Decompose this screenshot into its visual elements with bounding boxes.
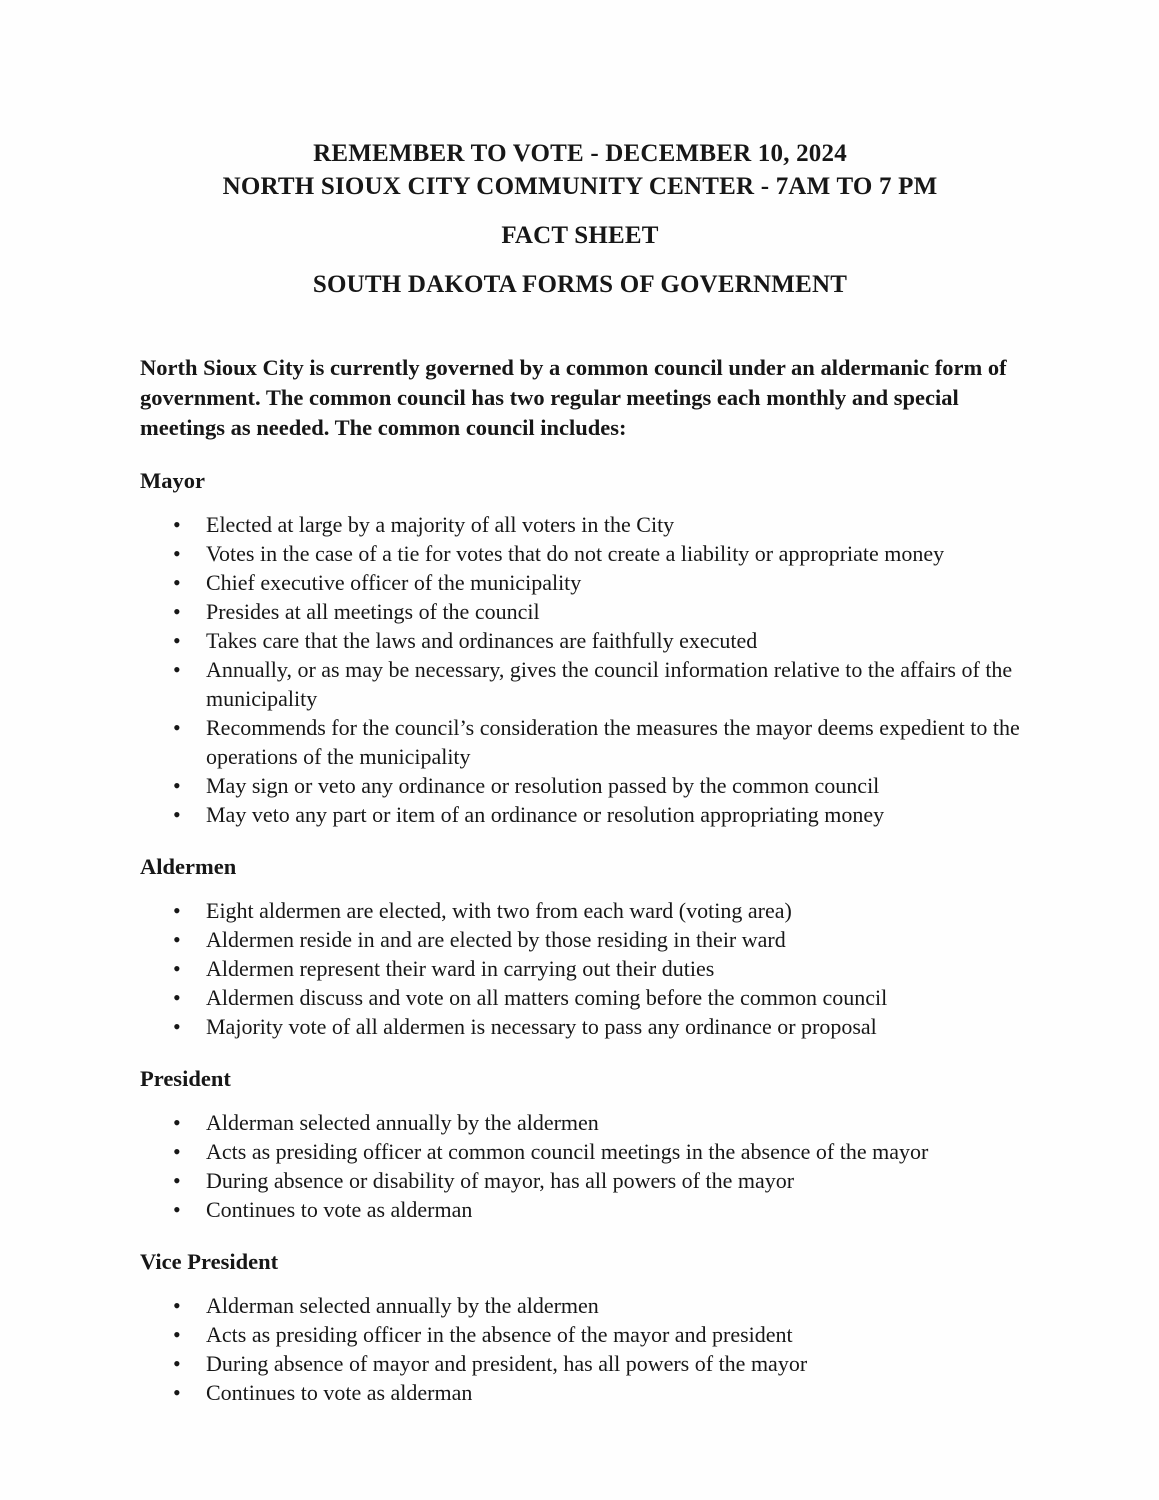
mayor-bullet-list [140, 510, 1020, 829]
aldermen-bullet-list [140, 896, 1020, 1041]
bullet-item: • Alderman selected annually by the aldermen [206, 1108, 1020, 1137]
fact-sheet-label: FACT SHEET [501, 222, 659, 249]
bullet-item: • During absence or disability of mayor, has all powers of the mayor [206, 1166, 1020, 1195]
president-bullet-list [140, 1108, 1020, 1224]
bullet-item: • Continues to vote as alderman [206, 1195, 1020, 1224]
bullet-item: • Votes in the case of a tie for votes that do not create a liability or appropriate money [206, 539, 1020, 568]
bullet-item: • Aldermen represent their ward in carrying out their duties [206, 954, 1020, 983]
section-mayor [140, 466, 1020, 829]
bullet-item: • Chief executive officer of the municipality [206, 568, 1020, 597]
bullet-item: • Presides at all meetings of the council [206, 597, 1020, 626]
bullet-item: • Alderman selected annually by the aldermen [206, 1291, 1020, 1320]
polling-location-line: NORTH SIOUX CITY COMMUNITY CENTER - 7AM TO 7 PM [222, 173, 938, 200]
bullet-item: • Acts as presiding officer in the absence of the mayor and president [206, 1320, 1020, 1349]
section-vice-president [140, 1247, 1020, 1407]
bullet-item: • May veto any part or item of an ordinance or resolution appropriating money [206, 800, 1020, 829]
section-heading-aldermen: Aldermen [140, 854, 237, 879]
vice-president-bullet-list [140, 1291, 1020, 1407]
bullet-item: • Majority vote of all aldermen is necessary to pass any ordinance or proposal [206, 1012, 1020, 1041]
bullet-item: • Recommends for the council’s consideration the measures the mayor deems expedient to the operations of the municipality [206, 713, 1020, 771]
section-president [140, 1064, 1020, 1224]
bullet-item: • Takes care that the laws and ordinances are faithfully executed [206, 626, 1020, 655]
bullet-item: • Annually, or as may be necessary, gives the council information relative to the affairs of the municipality [206, 655, 1020, 713]
section-aldermen [140, 852, 1020, 1041]
intro-paragraph: North Sioux City is currently governed by a common council under an aldermanic form of government. The common council has two regular meetings each monthly and special meetings as needed. The common council includes: [140, 355, 1007, 440]
bullet-item: • Aldermen reside in and are elected by those residing in their ward [206, 925, 1020, 954]
section-heading-vice-president: Vice President [140, 1249, 279, 1274]
bullet-item: • Continues to vote as alderman [206, 1378, 1020, 1407]
document-title: SOUTH DAKOTA FORMS OF GOVERNMENT [312, 271, 848, 298]
document-header [140, 137, 1020, 301]
bullet-item: • Elected at large by a majority of all voters in the City [206, 510, 1020, 539]
bullet-item: • May sign or veto any ordinance or resolution passed by the common council [206, 771, 1020, 800]
bullet-item: • Eight aldermen are elected, with two from each ward (voting area) [206, 896, 1020, 925]
bullet-item: • Aldermen discuss and vote on all matters coming before the common council [206, 983, 1020, 1012]
bullet-item: • During absence of mayor and president, has all powers of the mayor [206, 1349, 1020, 1378]
bullet-item: • Acts as presiding officer at common council meetings in the absence of the mayor [206, 1137, 1020, 1166]
section-heading-president: President [140, 1066, 231, 1091]
section-heading-mayor: Mayor [140, 468, 205, 493]
vote-reminder-line: REMEMBER TO VOTE - DECEMBER 10, 2024 [313, 140, 847, 167]
